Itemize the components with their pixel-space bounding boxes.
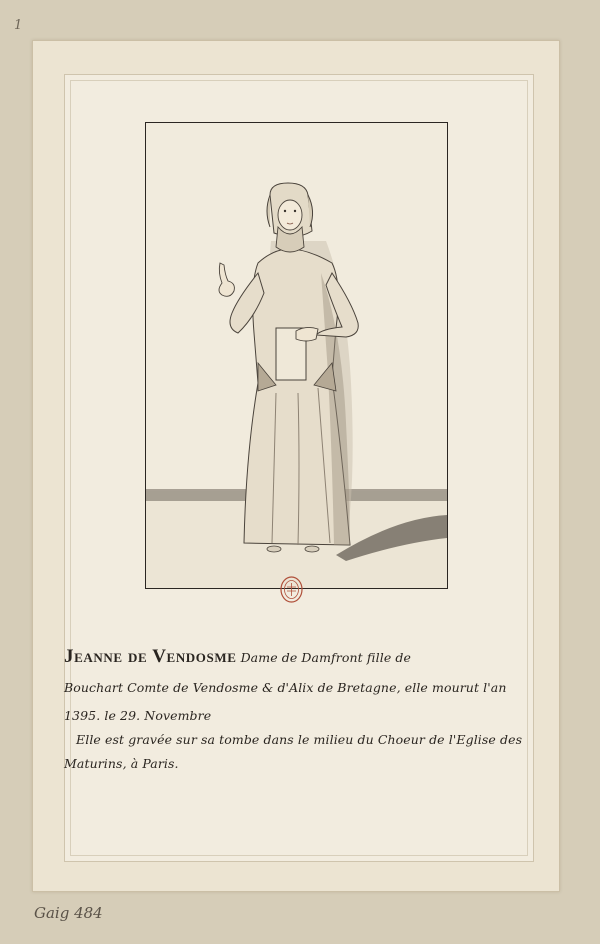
caption-line-1 [64, 646, 411, 668]
caption-line-4: Elle est gravée sur sa tombe dans le milieu du Choeur de l'Eglise des [76, 732, 523, 747]
left-foot [267, 546, 281, 552]
lower-hand [296, 327, 318, 341]
hair-side-left [267, 195, 270, 227]
caption-line-1-text: Dame de Damfront fille de [240, 650, 412, 665]
raised-hand [219, 263, 234, 296]
library-stamp [280, 576, 303, 603]
shelf-mark: Gaig 484 [34, 904, 103, 922]
right-foot [305, 546, 319, 552]
tomb-effigy-drawing [146, 123, 447, 588]
corner-pencil-mark: 1 [14, 18, 23, 33]
caption-line-5: Maturins, à Paris. [64, 756, 179, 771]
right-eye [294, 210, 296, 212]
caption-line-2: Bouchart Comte de Vendosme & d'Alix de Bretagne, elle mourut l'an [64, 680, 507, 695]
drawing-frame [145, 122, 448, 589]
face [278, 200, 302, 230]
sitter-name: Jeanne de Vendosme [64, 646, 237, 667]
left-eye [284, 210, 286, 212]
caption-line-3: 1395. le 29. Novembre [64, 708, 212, 723]
